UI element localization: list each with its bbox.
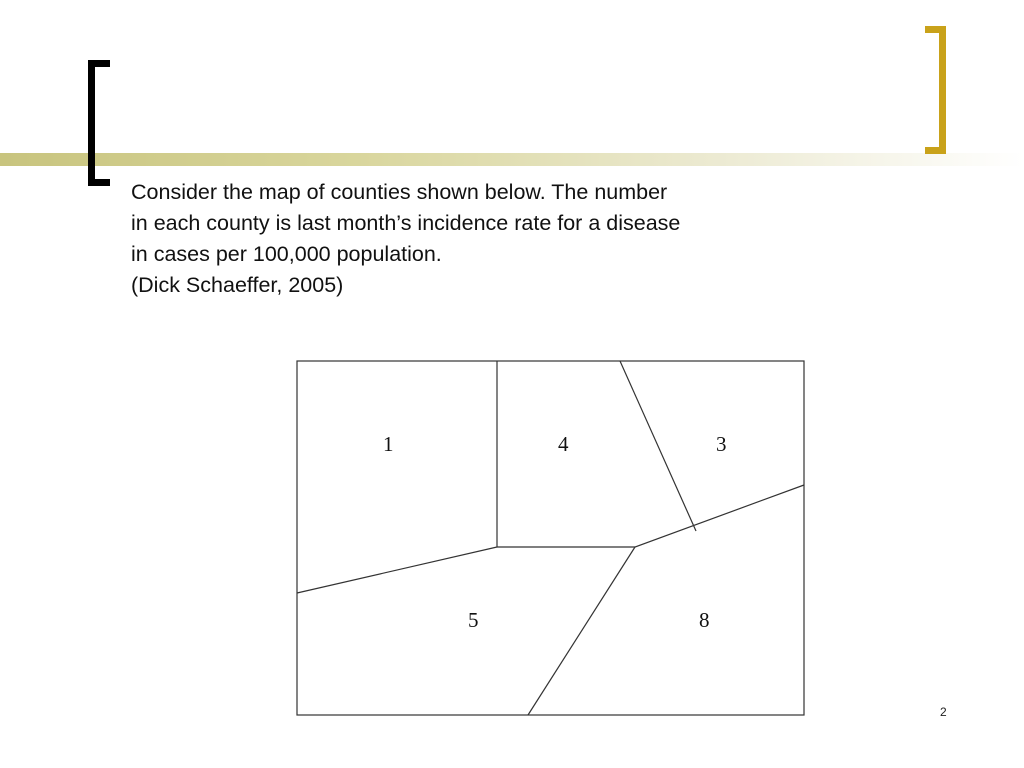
county-3-label: 3	[716, 432, 727, 456]
body-line-1: Consider the map of counties shown below. The number	[131, 180, 668, 204]
left-bracket-decoration	[88, 60, 110, 186]
map-border	[297, 361, 804, 715]
border-5-8	[528, 547, 635, 715]
county-4-label: 4	[558, 432, 569, 456]
body-line-4: (Dick Schaeffer, 2005)	[131, 273, 344, 297]
border-4-3	[620, 361, 696, 531]
slide-body-text	[131, 177, 831, 301]
county-map	[296, 360, 806, 718]
right-bracket-decoration	[925, 26, 946, 154]
county-8-label: 8	[699, 608, 710, 632]
body-line-2: in each county is last month’s incidence rate for a disease	[131, 211, 681, 235]
decorative-header-bar	[0, 153, 1024, 166]
border-3-8	[635, 485, 804, 547]
page-number: 2	[940, 705, 947, 719]
county-5-label: 5	[468, 608, 479, 632]
body-line-3: in cases per 100,000 population.	[131, 242, 442, 266]
county-1-label: 1	[383, 432, 394, 456]
border-1-5	[297, 547, 497, 593]
